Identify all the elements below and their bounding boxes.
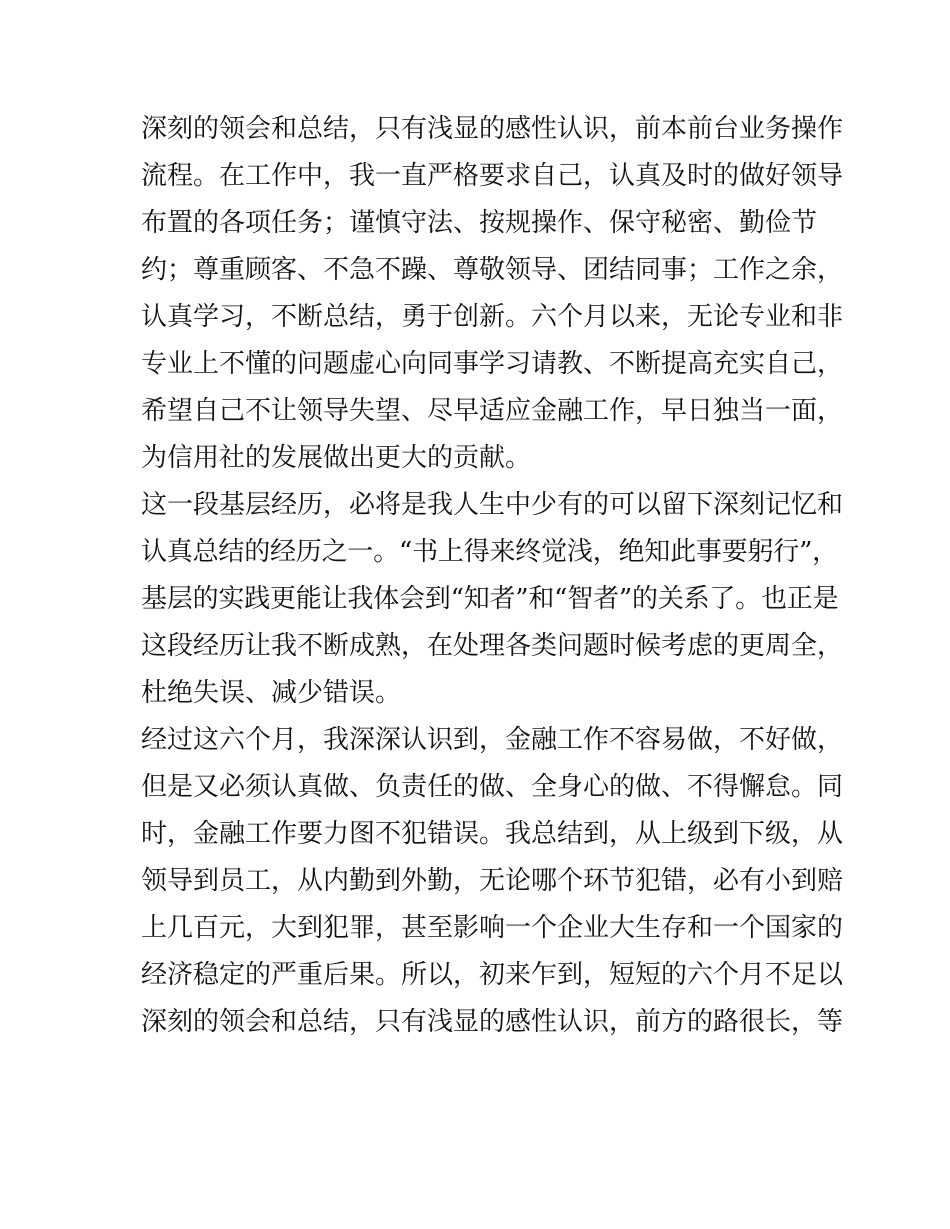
text-line: 为信用社的发展做出更大的贡献。: [141, 443, 532, 473]
text-line: 专业上不懂的问题虚心向同事学习请教、不断提高充实自己，: [141, 349, 844, 379]
text-line: 但是又必须认真做、负责任的做、全身心的做、不得懈怠。同: [141, 772, 844, 802]
text-line: 认真总结的经历之一。“书上得来终觉浅，绝知此事要躬行”，: [141, 537, 838, 567]
text-line: 流程。在工作中，我一直严格要求自己，认真及时的做好领导: [141, 161, 844, 191]
document-body: [141, 106, 844, 1046]
text-line: 上几百元，大到犯罪，甚至影响一个企业大生存和一个国家的: [141, 913, 844, 943]
text-line: 希望自己不让领导失望、尽早适应金融工作，早日独当一面，: [141, 396, 844, 426]
text-line: 经济稳定的严重后果。所以，初来乍到，短短的六个月不足以: [141, 960, 844, 990]
text-line: 这段经历让我不断成熟，在处理各类问题时候考虑的更周全，: [141, 631, 844, 661]
text-line: 布置的各项任务；谨慎守法、按规操作、保守秘密、勤俭节: [141, 208, 818, 238]
text-line: 认真学习，不断总结，勇于创新。六个月以来，无论专业和非: [141, 302, 844, 332]
text-line: 杜绝失误、减少错误。: [141, 678, 402, 708]
text-line: 时，金融工作要力图不犯错误。我总结到，从上级到下级，从: [141, 819, 844, 849]
text-line: 这一段基层经历，必将是我人生中少有的可以留下深刻记忆和: [141, 490, 844, 520]
text-line: 约；尊重顾客、不急不躁、尊敬领导、团结同事；工作之余，: [141, 255, 844, 285]
text-line: 领导到员工，从内勤到外勤，无论哪个环节犯错，必有小到赔: [141, 866, 844, 896]
text-line: 深刻的领会和总结，只有浅显的感性认识，前方的路很长，等: [141, 1007, 844, 1037]
text-line: 经过这六个月，我深深认识到，金融工作不容易做，不好做，: [141, 725, 844, 755]
text-line: 深刻的领会和总结，只有浅显的感性认识，前本前台业务操作: [141, 114, 844, 144]
text-line: 基层的实践更能让我体会到“知者”和“智者”的关系了。也正是: [141, 584, 839, 614]
